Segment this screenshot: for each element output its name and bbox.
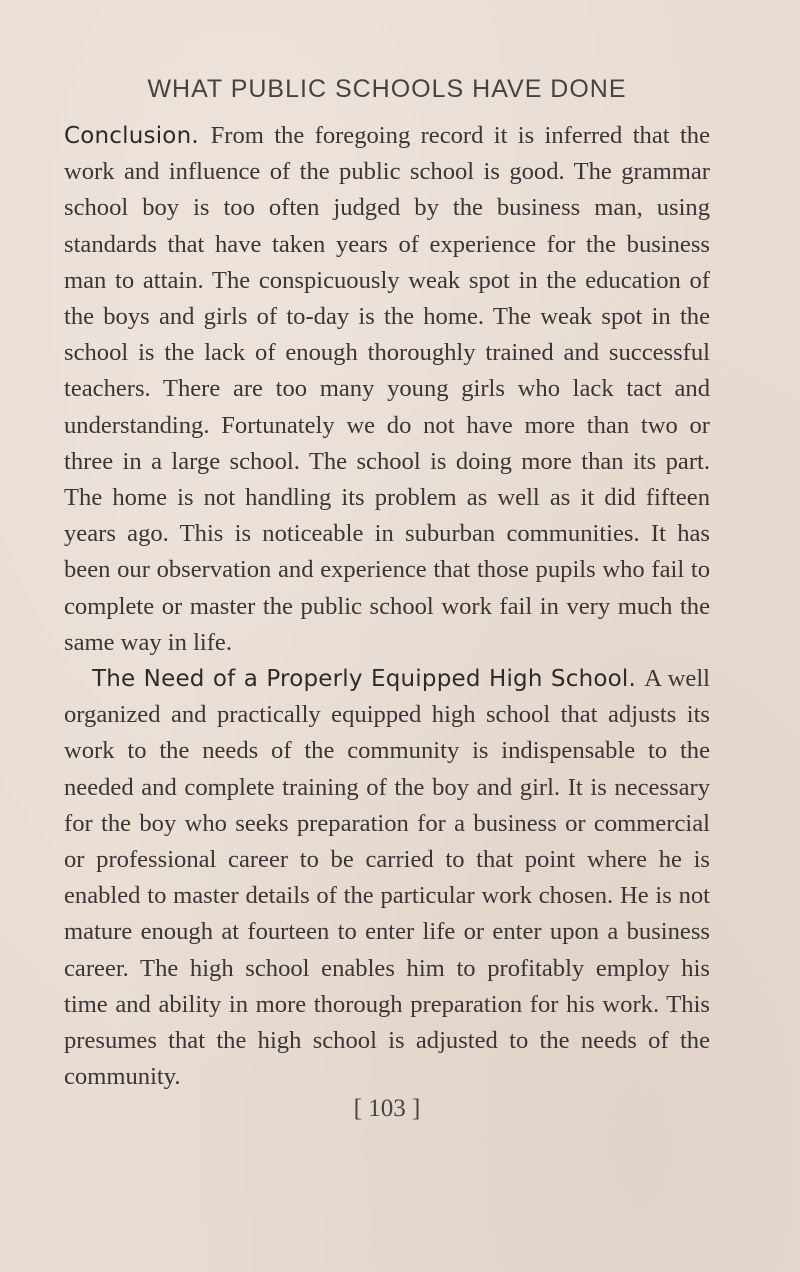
paragraph-conclusion — [64, 118, 710, 661]
page-number: [ 103 ] — [353, 1095, 421, 1123]
paragraph-text-conclusion: From the foregoing record it is inferred that the work and influence of the public school is good. The grammar school boy is too often judged by the business man, using standards that have taken years of experience for the business man to attain. The conspicuously weak spot in the education of the boys and girls of to-day is the home. The weak spot in the school is the lack of enough thoroughly trained and successful teachers. There are too many young girls who lack tact and understanding. Fortunately we do not have more than two or three in a large school. The school is doing more than its part. The home is not handling its problem as well as it did fifteen years ago. This is noticeable in suburban communities. It has been our observation and experience that those pupils who fail to complete or master the public school work fail in very much the same way in life. — [64, 122, 710, 656]
section-heading-conclusion: Conclusion. — [64, 123, 211, 149]
running-head: WHAT PUBLIC SCHOOLS HAVE DONE — [147, 75, 627, 103]
paragraph-high-school — [64, 661, 710, 1095]
section-heading-high-school: The Need of a Properly Equipped High School. — [92, 666, 645, 693]
book-page — [64, 74, 710, 1123]
paragraph-text-high-school: A well organized and practically equipped high school that adjusts its work to the needs of the community is indispensable to the needed and complete training of the boy and girl. It is necessary for the boy who seeks preparation for a business or commercial or professional career to be carried to that point where he is enabled to master details of the particular work chosen. He is not mature enough at fourteen to enter life or enter upon a business career. The high school enables him to profitably employ his time and ability in more thorough preparation for his work. This presumes that the high school is adjusted to the needs of the community. — [64, 665, 710, 1091]
